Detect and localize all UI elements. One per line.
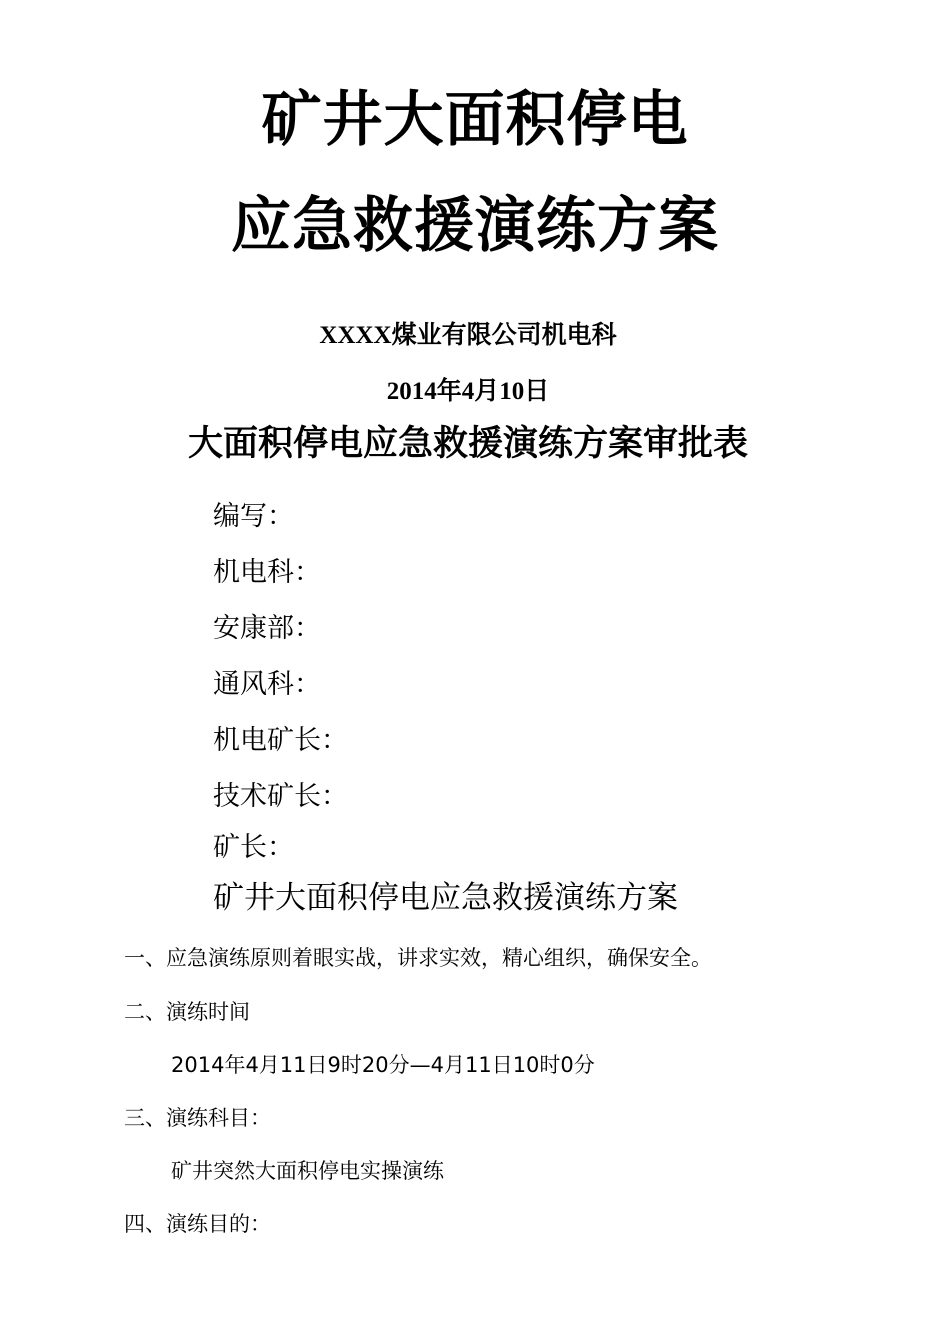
- approval-row-ventilation-dept: 通风科：: [213, 669, 321, 700]
- section-2-heading: 二、演练时间: [124, 1000, 250, 1024]
- approval-row-electromechanical-manager: 机电矿长：: [213, 725, 348, 756]
- approval-row-author: 编写：: [213, 501, 294, 532]
- plan-title: 矿井大面积停电应急救援演练方案: [213, 880, 678, 916]
- section-2-body: 2014年4月11日9时20分—4月11日10时0分: [171, 1053, 595, 1077]
- document-date: 2014年4月10日: [386, 378, 550, 405]
- approval-row-electromechanical-dept: 机电科：: [213, 557, 321, 588]
- section-3-body: 矿井突然大面积停电实操演练: [171, 1159, 444, 1183]
- approval-row-mine-manager: 矿长：: [213, 832, 294, 863]
- section-4-heading: 四、演练目的：: [124, 1212, 271, 1236]
- section-1-principle: 一、应急演练原则着眼实战，讲求实效，精心组织，确保安全。: [124, 946, 712, 970]
- cover-title-line2: 应急救援演练方案: [231, 191, 719, 261]
- approval-form-title: 大面积停电应急救援演练方案审批表: [187, 424, 748, 464]
- organization-name: XXXX煤业有限公司机电科: [319, 322, 617, 349]
- approval-row-safety-dept: 安康部：: [213, 613, 321, 644]
- approval-row-technical-manager: 技术矿长：: [213, 781, 348, 812]
- section-3-heading: 三、演练科目：: [124, 1106, 271, 1130]
- cover-title-line1: 矿井大面积停电: [261, 85, 689, 155]
